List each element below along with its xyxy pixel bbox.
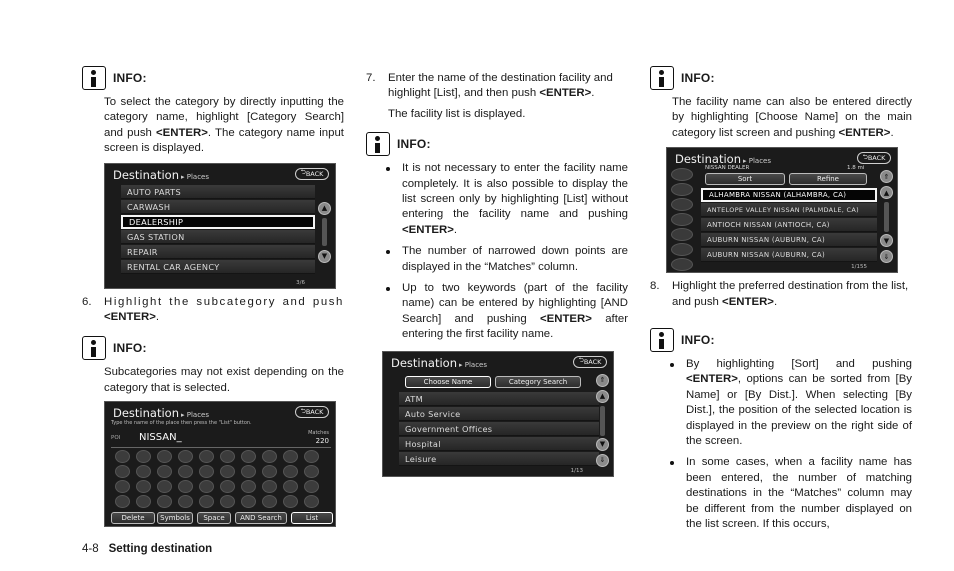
info-icon (82, 336, 106, 360)
delete-button[interactable]: Delete (111, 512, 155, 524)
page-footer (82, 543, 212, 555)
scroll-page-up-icon[interactable]: ⇑ (596, 374, 609, 387)
scroll-page-up-icon[interactable]: ⇑ (880, 170, 893, 183)
list-item[interactable]: RENTAL CAR AGENCY (121, 260, 315, 274)
symbols-button[interactable]: Symbols (157, 512, 193, 524)
list-item[interactable]: ATM (399, 392, 599, 406)
info-paragraph: Subcategories may not exist depending on the category that is selected. (104, 366, 344, 394)
keyboard-key[interactable] (304, 465, 319, 478)
list-item[interactable]: Leisure (399, 452, 599, 466)
keyboard-key[interactable] (262, 480, 277, 493)
info-heading: INFO: (650, 66, 912, 90)
keyboard-key[interactable] (241, 450, 256, 463)
list-item[interactable]: GAS STATION (121, 230, 315, 244)
screen-title: Destination ▸ Places (113, 406, 209, 421)
refine-button[interactable]: Refine (789, 173, 867, 185)
scroll-up-icon[interactable]: ▲ (318, 202, 331, 215)
scrollbar[interactable] (600, 406, 605, 436)
keyboard-key[interactable] (283, 495, 298, 508)
keyboard-key[interactable] (241, 495, 256, 508)
info-icon (650, 66, 674, 90)
page-counter: 3/6 (296, 279, 305, 286)
list-button[interactable]: List (291, 512, 333, 524)
keyboard-key[interactable] (262, 450, 277, 463)
page-number: 4-8 (82, 543, 99, 555)
list-item[interactable]: AUBURN NISSAN (AUBURN, CA) (701, 248, 877, 262)
info-paragraph: The facility name can also be entered directly by highlighting [Choose Name] on the main category list screen and pushing <ENTER>. (672, 96, 912, 139)
back-button[interactable]: ⮌ BACK (295, 168, 329, 180)
page-counter: 1/155 (851, 264, 867, 271)
keyboard-key[interactable] (157, 495, 172, 508)
list-item[interactable]: Hospital (399, 437, 599, 451)
sort-button[interactable]: Sort (705, 173, 785, 185)
nav-screen-destination-list (666, 147, 898, 273)
back-button[interactable]: ⮌ BACK (295, 406, 329, 418)
list-item-highlighted[interactable]: DEALERSHIP (121, 215, 315, 229)
keyboard-key[interactable] (115, 465, 130, 478)
keyboard-key[interactable] (136, 450, 151, 463)
keyboard-key[interactable] (136, 495, 151, 508)
keyboard-key[interactable] (199, 480, 214, 493)
keyboard-key[interactable] (220, 450, 235, 463)
keyboard-key[interactable] (115, 495, 130, 508)
bullet-item: By highlighting [Sort] and pushing <ENTER>, options can be sorted from [By Name] or [By Dist.]. When selecting [By Dist.], the position of the selected location is displayed in the preview on the right side of the screen. (666, 357, 912, 449)
keyboard-key[interactable] (283, 480, 298, 493)
scroll-down-icon[interactable]: ▼ (880, 234, 893, 247)
and-search-button[interactable]: AND Search (235, 512, 287, 524)
column-left (82, 66, 344, 527)
keyboard-key[interactable] (220, 480, 235, 493)
list-header: NISSAN DEALER (705, 165, 750, 172)
scrollbar[interactable] (322, 218, 327, 246)
list-item[interactable]: Auto Service (399, 407, 599, 421)
scroll-page-down-icon[interactable]: ⇓ (880, 250, 893, 263)
category-icon (671, 183, 693, 196)
keyboard-key[interactable] (136, 465, 151, 478)
keyboard-key[interactable] (262, 495, 277, 508)
keyboard-key[interactable] (304, 495, 319, 508)
section-title: Setting destination (108, 543, 213, 555)
step-7-result: The facility list is displayed. (388, 107, 526, 120)
keyboard-key[interactable] (199, 495, 214, 508)
keyboard-key[interactable] (304, 450, 319, 463)
scroll-down-icon[interactable]: ▼ (318, 250, 331, 263)
bullet-item: The number of narrowed down points are displayed in the “Matches” column. (382, 244, 628, 275)
bullet-item: In some cases, when a facility name has been entered, the number of matching destinations in the “Matches” column may be different from the number displayed on the list screen. If this occurs, (666, 455, 912, 532)
search-input[interactable]: POI NISSAN_ Matches 220 (111, 430, 331, 448)
back-button[interactable]: ⮌ BACK (573, 356, 607, 368)
input-instruction: Type the name of the place then press the "List" button. (111, 420, 252, 427)
list-item[interactable]: Government Offices (399, 422, 599, 436)
info-bullets (666, 357, 912, 532)
screen-title: Destination ▸ Places (391, 355, 487, 370)
scroll-down-icon[interactable]: ▼ (596, 438, 609, 451)
category-icon (671, 243, 693, 256)
keyboard-key[interactable] (199, 450, 214, 463)
keyboard-key[interactable] (178, 480, 193, 493)
bullet-item: It is not necessary to enter the facility name completely. It is also possible to display the list screen only by highlighting [List] without entering the facility name and pushing <ENTER>. (382, 161, 628, 238)
step-8: 8. Highlight the preferred destination from the list, and push <ENTER>. (650, 280, 909, 308)
list-item[interactable]: AUTO PARTS (121, 185, 315, 199)
list-item-highlighted[interactable]: ALHAMBRA NISSAN (ALHAMBRA, CA) (701, 188, 877, 202)
step-7: 7. Enter the name of the destination facility and highlight [List], and then push <ENTER>. (366, 72, 613, 100)
scrollbar[interactable] (884, 202, 889, 232)
keyboard-key[interactable] (115, 450, 130, 463)
nav-screen-name-input (104, 401, 336, 527)
screen-title: Destination ▸ Places (113, 167, 209, 182)
category-icon (671, 168, 693, 181)
list-item[interactable]: ANTIOCH NISSAN (ANTIOCH, CA) (701, 218, 877, 232)
scroll-page-down-icon[interactable]: ⇓ (596, 454, 609, 467)
category-icon (671, 228, 693, 241)
list-item[interactable]: CARWASH (121, 200, 315, 214)
keyboard-key[interactable] (241, 465, 256, 478)
keyboard-key[interactable] (241, 480, 256, 493)
category-icon (671, 198, 693, 211)
info-heading: INFO: (366, 132, 628, 156)
info-paragraph: To select the category by directly inputting the category name, highlight [Category Search] and push <ENTER>. The category name input screen is displayed. (104, 96, 344, 155)
bullet-item: Up to two keywords (part of the facility name) can be entered by highlighting [AND Search] and pushing <ENTER> after entering the first facility name. (382, 281, 628, 343)
back-button[interactable]: ⮌ BACK (857, 152, 891, 164)
keyboard-key[interactable] (178, 465, 193, 478)
info-heading (82, 66, 344, 90)
keyboard-key[interactable] (220, 465, 235, 478)
info-icon (82, 66, 106, 90)
scroll-up-icon[interactable]: ▲ (880, 186, 893, 199)
category-search-button[interactable]: Category Search (495, 376, 581, 388)
keyboard-key[interactable] (178, 495, 193, 508)
info-icon (650, 328, 674, 352)
choose-name-button[interactable]: Choose Name (405, 376, 491, 388)
keyboard-key[interactable] (157, 480, 172, 493)
nav-screen-facility-list (382, 351, 614, 477)
nav-screen-category-list (104, 163, 336, 289)
list-item[interactable]: REPAIR (121, 245, 315, 259)
keyboard-key[interactable] (115, 480, 130, 493)
keyboard-key[interactable] (178, 450, 193, 463)
list-item[interactable]: AUBURN NISSAN (AUBURN, CA) (701, 233, 877, 247)
keyboard-key[interactable] (157, 465, 172, 478)
info-bullets (382, 161, 628, 342)
category-icon (671, 258, 693, 271)
screen-title: Destination ▸ Places (675, 152, 771, 167)
list-item[interactable]: ANTELOPE VALLEY NISSAN (PALMDALE, CA) (701, 203, 877, 217)
keyboard-key[interactable] (136, 480, 151, 493)
column-right (650, 66, 912, 539)
page-counter: 1/13 (570, 467, 583, 474)
space-button[interactable]: Space (197, 512, 231, 524)
scroll-up-icon[interactable]: ▲ (596, 390, 609, 403)
keyboard-key[interactable] (220, 495, 235, 508)
info-heading: INFO: (650, 328, 912, 352)
keyboard-key[interactable] (199, 465, 214, 478)
info-label: INFO: (113, 71, 147, 85)
info-icon (366, 132, 390, 156)
keyboard-key[interactable] (304, 480, 319, 493)
keyboard-key[interactable] (283, 465, 298, 478)
keyboard-key[interactable] (262, 465, 277, 478)
keyboard-key[interactable] (283, 450, 298, 463)
step-6: 6. Highlight the subcategory and push <ENTER>. (82, 295, 344, 324)
category-icon (671, 213, 693, 226)
column-middle (366, 66, 628, 477)
keyboard-key[interactable] (157, 450, 172, 463)
info-heading: INFO: (82, 336, 344, 360)
distance-label: 1.8 mi (847, 165, 865, 172)
